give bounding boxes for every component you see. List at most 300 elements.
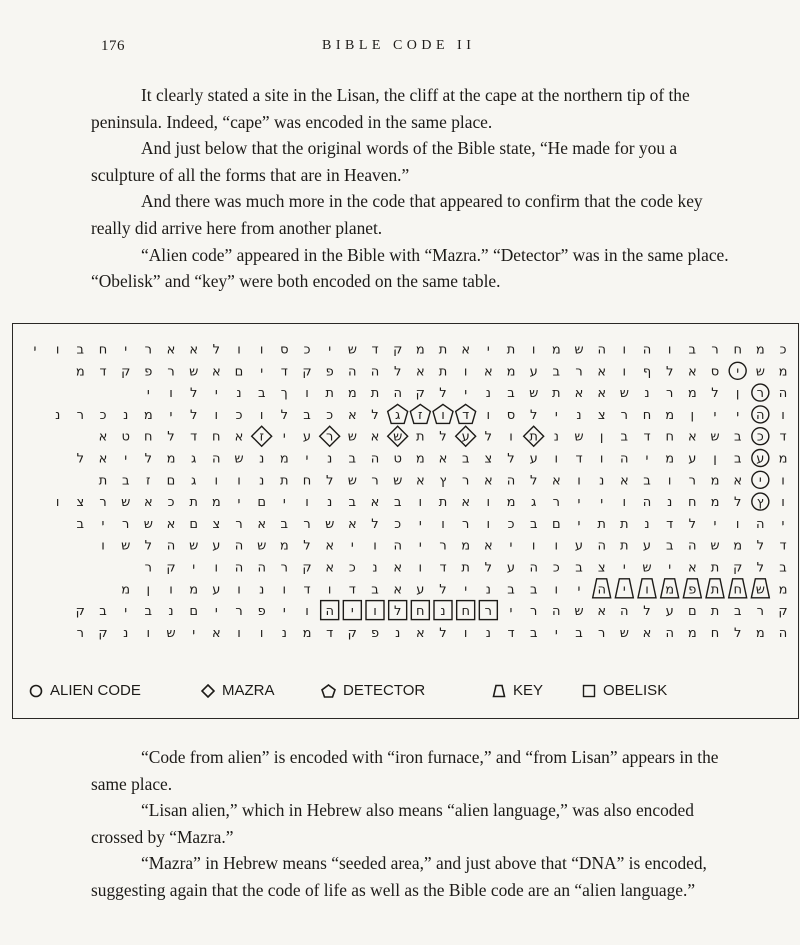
- grid-letter: ח: [665, 429, 674, 445]
- grid-letter: ב: [371, 582, 379, 598]
- grid-letter: נ: [395, 625, 401, 641]
- paragraph: And just below that the original words of the Bible state, “He made for you a sculpture of all the forms that are in Heaven.”: [91, 138, 678, 185]
- grid-letter: ר: [167, 364, 175, 380]
- grid-letter: ר: [99, 495, 107, 511]
- grid-letter: י: [214, 386, 218, 402]
- grid-letter: ה: [348, 364, 357, 380]
- grid-letter: א: [415, 473, 425, 489]
- grid-letter: ה: [597, 582, 606, 598]
- square-icon: [582, 684, 596, 698]
- grid-letter: ד: [280, 364, 288, 380]
- grid-letter: ח: [302, 473, 312, 489]
- grid-letter: ל: [439, 625, 447, 641]
- grid-letter: מ: [710, 473, 720, 489]
- grid-letter: ח: [642, 407, 652, 423]
- grid-letter: י: [350, 538, 354, 554]
- paragraph: “Alien code” appeared in the Bible with “Mazra.” “Detector” was in the same place. “Obelisk” and “key” were both encoded on the same table.: [91, 244, 729, 292]
- grid-letter: ש: [257, 538, 267, 554]
- grid-letter: ה: [756, 516, 765, 532]
- grid-letter: כ: [303, 342, 311, 358]
- grid-letter: ד: [303, 582, 311, 598]
- grid-letter: ק: [778, 604, 788, 620]
- grid-letter: ר: [756, 604, 764, 620]
- grid-letter: ר: [235, 604, 243, 620]
- grid-letter: ן: [146, 582, 151, 598]
- grid-letter: ב: [529, 516, 538, 532]
- grid-letter: א: [98, 451, 108, 467]
- grid-letter: פ: [688, 582, 697, 598]
- grid-letter: ה: [257, 560, 266, 576]
- grid-letter: ז: [418, 407, 423, 423]
- grid-letter: י: [509, 538, 513, 554]
- grid-letter: נ: [667, 495, 673, 511]
- grid-letter: ו: [146, 625, 151, 641]
- grid-letter: ל: [734, 625, 742, 641]
- grid-letter: ב: [76, 516, 85, 532]
- grid-letter: א: [461, 495, 471, 511]
- grid-letter: ל: [212, 342, 220, 358]
- grid-letter: ת: [98, 473, 108, 489]
- grid-letter: י: [645, 451, 649, 467]
- grid-letter: ש: [393, 473, 403, 489]
- grid-letter: ס: [710, 364, 720, 380]
- grid-letter: ע: [665, 604, 674, 620]
- grid-letter: א: [347, 407, 357, 423]
- grid-letter: י: [282, 495, 286, 511]
- grid-letter: מ: [506, 495, 516, 511]
- grid-letter: א: [143, 495, 153, 511]
- grid-letter: י: [622, 582, 626, 598]
- grid-letter: י: [328, 342, 332, 358]
- grid-letter: נ: [485, 386, 491, 402]
- grid-letter: ל: [144, 538, 152, 554]
- grid-letter: ו: [577, 473, 581, 489]
- grid-letter: מ: [687, 625, 697, 641]
- grid-letter: י: [464, 582, 468, 598]
- legend-item-obelisk: [582, 682, 667, 699]
- grid-letter: מ: [302, 625, 312, 641]
- grid-letter: ה: [166, 538, 176, 554]
- grid-letter: י: [169, 407, 173, 423]
- grid-letter: ע: [302, 429, 312, 445]
- grid-letter: ו: [259, 625, 264, 641]
- grid-letter: ק: [166, 560, 176, 576]
- grid-letter: ע: [574, 538, 584, 554]
- grid-letter: ש: [755, 364, 765, 380]
- grid-letter: מ: [687, 386, 697, 402]
- grid-letter: ע: [642, 538, 652, 554]
- grid-letter: ש: [619, 386, 629, 402]
- grid-letter: י: [146, 386, 150, 402]
- grid-letter: ז: [259, 429, 264, 445]
- grid-letter: ב: [529, 625, 538, 641]
- grid-letter: נ: [281, 625, 287, 641]
- grid-letter: ו: [486, 516, 491, 532]
- grid-letter: י: [282, 604, 286, 620]
- grid-letter: ר: [666, 386, 674, 402]
- grid-letter: ר: [462, 473, 470, 489]
- grid-letter: ב: [688, 342, 697, 358]
- grid-letter: ס: [280, 342, 289, 358]
- grid-letter: ר: [530, 604, 538, 620]
- grid-letter: מ: [665, 582, 675, 598]
- grid-letter: ע: [688, 451, 697, 467]
- grid-letter: ת: [325, 386, 334, 402]
- grid-letter: ד: [643, 429, 651, 445]
- grid-letter: ע: [416, 582, 425, 598]
- grid-letter: א: [211, 364, 221, 380]
- grid-letter: ב: [76, 342, 85, 358]
- grid-letter: י: [124, 342, 128, 358]
- grid-letter: ד: [371, 342, 379, 358]
- grid-letter: י: [736, 407, 740, 423]
- grid-letter: י: [486, 342, 490, 358]
- grid-letter: א: [370, 429, 380, 445]
- grid-letter: י: [237, 495, 241, 511]
- grid-letter: ע: [461, 429, 470, 445]
- grid-letter: ם: [166, 473, 176, 489]
- grid-letter: ש: [710, 429, 720, 445]
- grid-letter: ם: [234, 364, 244, 380]
- grid-letter: מ: [733, 538, 743, 554]
- grid-letter: מ: [415, 342, 425, 358]
- grid-letter: ד: [326, 625, 334, 641]
- grid-letter: מ: [143, 407, 153, 423]
- legend-item-key: [492, 682, 543, 699]
- grid-letter: נ: [327, 495, 333, 511]
- grid-letter: ו: [373, 538, 377, 554]
- grid-letter: נ: [644, 386, 650, 402]
- grid-letter: ם: [189, 516, 199, 532]
- grid-letter: ל: [756, 538, 764, 554]
- grid-letter: ו: [554, 538, 559, 554]
- grid-letter: ר: [756, 386, 764, 402]
- grid-letter: ץ: [756, 495, 764, 511]
- grid-letter: ש: [121, 495, 131, 511]
- grid-letter: ד: [507, 625, 515, 641]
- grid-letter: ר: [122, 516, 130, 532]
- grid-letter: ד: [439, 560, 447, 576]
- grid-letter: י: [33, 342, 37, 358]
- grid-letter: מ: [75, 364, 85, 380]
- grid-letter: ה: [370, 364, 380, 380]
- grid-letter: ח: [144, 429, 153, 445]
- grid-letter: ש: [574, 342, 584, 358]
- grid-letter: ת: [597, 516, 606, 532]
- grid-letter: ר: [326, 429, 334, 445]
- grid-letter: ב: [665, 538, 674, 554]
- grid-letter: מ: [415, 451, 425, 467]
- grid-letter: ר: [484, 604, 492, 620]
- legend-item-detector: [321, 682, 425, 699]
- grid-letter: ש: [347, 342, 357, 358]
- grid-letter: ה: [597, 342, 606, 358]
- grid-letter: ם: [257, 495, 267, 511]
- grid-letter: ה: [529, 560, 538, 576]
- grid-letter: ה: [212, 451, 221, 467]
- grid-letter: ז: [146, 473, 151, 489]
- grid-letter: ת: [529, 429, 538, 445]
- grid-letter: ש: [574, 429, 584, 445]
- grid-letter: ו: [259, 407, 264, 423]
- grid-letter: י: [192, 625, 196, 641]
- grid-letter: ג: [191, 473, 197, 489]
- grid-letter: נ: [372, 560, 378, 576]
- circle-icon: [29, 684, 43, 698]
- grid-letter: ש: [347, 473, 357, 489]
- grid-letter: ע: [529, 451, 538, 467]
- grid-letter: ו: [169, 386, 173, 402]
- grid-letter: ח: [98, 342, 108, 358]
- grid-letter: מ: [755, 342, 765, 358]
- grid-letter: א: [687, 364, 697, 380]
- grid-letter: י: [577, 495, 581, 511]
- grid-letter: ל: [144, 451, 152, 467]
- legend-label: OBELISK: [603, 682, 668, 699]
- grid-letter: ב: [507, 386, 515, 402]
- grid-letter: א: [597, 604, 607, 620]
- grid-letter: ו: [169, 582, 173, 598]
- grid-letter: ל: [326, 473, 334, 489]
- grid-letter: ל: [530, 473, 538, 489]
- grid-letter: ר: [711, 342, 719, 358]
- grid-letter: ל: [734, 495, 742, 511]
- grid-letter: ו: [509, 429, 513, 445]
- grid-letter: צ: [76, 495, 85, 511]
- grid-letter: ב: [461, 451, 470, 467]
- grid-letter: ת: [189, 495, 198, 511]
- grid-letter: ב: [643, 473, 651, 489]
- grid-letter: ט: [393, 451, 402, 467]
- grid-letter: ת: [438, 495, 448, 511]
- grid-letter: ר: [620, 407, 628, 423]
- grid-letter: י: [554, 407, 558, 423]
- grid-letter: ו: [554, 582, 559, 598]
- grid-letter: נ: [55, 407, 61, 423]
- grid-letter: ר: [552, 495, 560, 511]
- grid-letter: י: [418, 516, 422, 532]
- grid-letter: א: [415, 625, 425, 641]
- grid-letter: ט: [121, 429, 130, 445]
- grid-letter: ש: [189, 364, 199, 380]
- grid-letter: ב: [348, 451, 357, 467]
- grid-letter: ל: [394, 364, 402, 380]
- grid-letter: ה: [234, 560, 244, 576]
- grid-letter: ר: [76, 625, 84, 641]
- grid-letter: א: [733, 473, 743, 489]
- grid-letter: ת: [280, 473, 289, 489]
- grid-letter: ש: [143, 516, 153, 532]
- grid-letter: א: [211, 625, 221, 641]
- grid-letter: מ: [506, 364, 516, 380]
- grid-letter: נ: [485, 582, 491, 598]
- grid-letter: ו: [214, 560, 219, 576]
- page-number: 176: [101, 38, 125, 54]
- grid-letter: ד: [575, 451, 583, 467]
- grid-letter: כ: [756, 429, 764, 445]
- grid-letter: צ: [597, 407, 606, 423]
- grid-letter: מ: [665, 407, 675, 423]
- grid-letter: א: [347, 516, 357, 532]
- grid-letter: ה: [325, 604, 334, 620]
- grid-letter: ה: [597, 538, 606, 554]
- grid-letter: ב: [348, 495, 357, 511]
- grid-letter: ל: [394, 604, 402, 620]
- grid-letter: ו: [259, 342, 264, 358]
- grid-letter: ח: [733, 342, 742, 358]
- grid-letter: א: [98, 429, 108, 445]
- grid-letter: מ: [461, 538, 471, 554]
- grid-letter: ע: [756, 451, 765, 467]
- paragraph: “Lisan alien,” which in Hebrew also means “alien language,” was also encoded crossed by “Mazra.”: [91, 800, 694, 847]
- grid-letter: מ: [121, 582, 131, 598]
- grid-letter: ה: [688, 538, 697, 554]
- grid-letter: י: [713, 516, 717, 532]
- grid-letter: ל: [439, 429, 447, 445]
- grid-letter: ף: [642, 364, 652, 380]
- grid-letter: י: [509, 604, 513, 620]
- grid-letter: ה: [778, 386, 788, 402]
- grid-letter: ד: [779, 538, 787, 554]
- grid-letter: א: [325, 560, 335, 576]
- grid-letter: ר: [280, 560, 288, 576]
- trapezoid-icon: [492, 684, 506, 698]
- grid-letter: ה: [620, 604, 629, 620]
- grid-letter: א: [687, 429, 697, 445]
- grid-letter: י: [418, 538, 422, 554]
- grid-letter: י: [554, 625, 558, 641]
- grid-letter: ב: [529, 582, 538, 598]
- grid-letter: ק: [415, 386, 425, 402]
- grid-letter: ו: [441, 407, 445, 423]
- grid-letter: ו: [554, 451, 559, 467]
- grid-letter: א: [483, 538, 493, 554]
- grid-letter: ו: [305, 386, 309, 402]
- grid-letter: א: [189, 342, 199, 358]
- grid-letter: ק: [98, 625, 108, 641]
- grid-letter: ו: [55, 342, 60, 358]
- grid-letter: ת: [710, 582, 720, 598]
- grid-letter: ה: [506, 473, 516, 489]
- grid-letter: ו: [282, 582, 287, 598]
- grid-letter: ע: [506, 560, 516, 576]
- grid-letter: צ: [597, 560, 606, 576]
- grid-letter: ג: [191, 451, 197, 467]
- grid-letter: מ: [551, 342, 561, 358]
- legend: [29, 682, 789, 708]
- grid-letter: ק: [75, 604, 85, 620]
- grid-letter: ה: [642, 342, 652, 358]
- grid-letter: א: [370, 495, 380, 511]
- grid-letter: ה: [552, 604, 561, 620]
- grid-letter: נ: [327, 451, 333, 467]
- grid-letter: ו: [214, 407, 219, 423]
- grid-letter: ב: [733, 429, 742, 445]
- grid-letter: ל: [439, 386, 447, 402]
- grid-letter: ה: [778, 625, 788, 641]
- grid-letter: י: [214, 604, 218, 620]
- diamond-icon: [201, 684, 215, 698]
- grid-letter: ק: [347, 625, 357, 641]
- grid-letter: ו: [463, 364, 468, 380]
- grid-letter: ק: [121, 364, 131, 380]
- grid-letter: ו: [237, 582, 241, 598]
- grid-letter: ל: [711, 386, 719, 402]
- grid-letter: מ: [279, 451, 289, 467]
- grid-letter: א: [597, 364, 607, 380]
- grid-letter: א: [166, 342, 176, 358]
- grid-letter: י: [713, 407, 717, 423]
- grid-letter: ו: [214, 473, 219, 489]
- grid-letter: ו: [486, 495, 491, 511]
- grid-letter: ו: [781, 495, 785, 511]
- grid-letter: ה: [620, 451, 629, 467]
- grid-letter: ד: [666, 516, 674, 532]
- grid-letter: ג: [531, 495, 537, 511]
- grid-letter: פ: [144, 364, 153, 380]
- grid-letter: ש: [347, 429, 357, 445]
- grid-letter: א: [415, 364, 425, 380]
- grid-letter: ת: [370, 386, 380, 402]
- grid-letter: ש: [619, 625, 629, 641]
- grid-letter: י: [668, 560, 672, 576]
- grid-letter: ד: [99, 364, 107, 380]
- grid-letter: ש: [121, 538, 131, 554]
- grid-letter: ח: [416, 604, 425, 620]
- grid-letter: ה: [642, 495, 652, 511]
- grid-letter: ח: [688, 495, 697, 511]
- grid-letter: ש: [755, 582, 765, 598]
- grid-letter: נ: [599, 473, 605, 489]
- hebrew-letter-grid: [13, 324, 800, 684]
- pentagon-icon: [321, 684, 336, 698]
- grid-letter: י: [600, 495, 604, 511]
- grid-letter: מ: [211, 495, 221, 511]
- grid-letter: א: [687, 560, 697, 576]
- grid-letter: ל: [530, 407, 538, 423]
- grid-letter: ת: [710, 560, 720, 576]
- grid-letter: ת: [416, 429, 425, 445]
- grid-letter: ח: [461, 604, 470, 620]
- grid-letter: ב: [620, 429, 629, 445]
- grid-letter: ו: [55, 495, 60, 511]
- grid-letter: ר: [598, 625, 606, 641]
- grid-letter: א: [574, 386, 584, 402]
- grid-letter: ו: [645, 582, 649, 598]
- grid-letter: נ: [123, 625, 129, 641]
- grid-letter: צ: [212, 516, 221, 532]
- grid-letter: ב: [121, 473, 130, 489]
- grid-letter: ק: [302, 364, 312, 380]
- grid-letter: ת: [620, 516, 629, 532]
- paragraph: It clearly stated a site in the Lisan, the cliff at the cape at the northern tip of the peninsula. Indeed, “cape” was encoded in the same place.: [91, 85, 690, 132]
- grid-letter: ל: [484, 560, 492, 576]
- grid-letter: ד: [779, 429, 787, 445]
- grid-letter: ב: [280, 516, 289, 532]
- grid-letter: ק: [393, 342, 403, 358]
- grid-letter: נ: [644, 516, 650, 532]
- grid-letter: ע: [212, 538, 221, 554]
- grid-letter: א: [257, 516, 267, 532]
- grid-letter: ד: [462, 407, 470, 423]
- grid-letter: ל: [666, 364, 674, 380]
- grid-letter: ל: [371, 516, 379, 532]
- bible-code-table: [12, 323, 799, 719]
- grid-letter: ה: [234, 538, 244, 554]
- page-header: [0, 38, 800, 62]
- grid-letter: מ: [279, 538, 289, 554]
- grid-letter: ו: [622, 342, 627, 358]
